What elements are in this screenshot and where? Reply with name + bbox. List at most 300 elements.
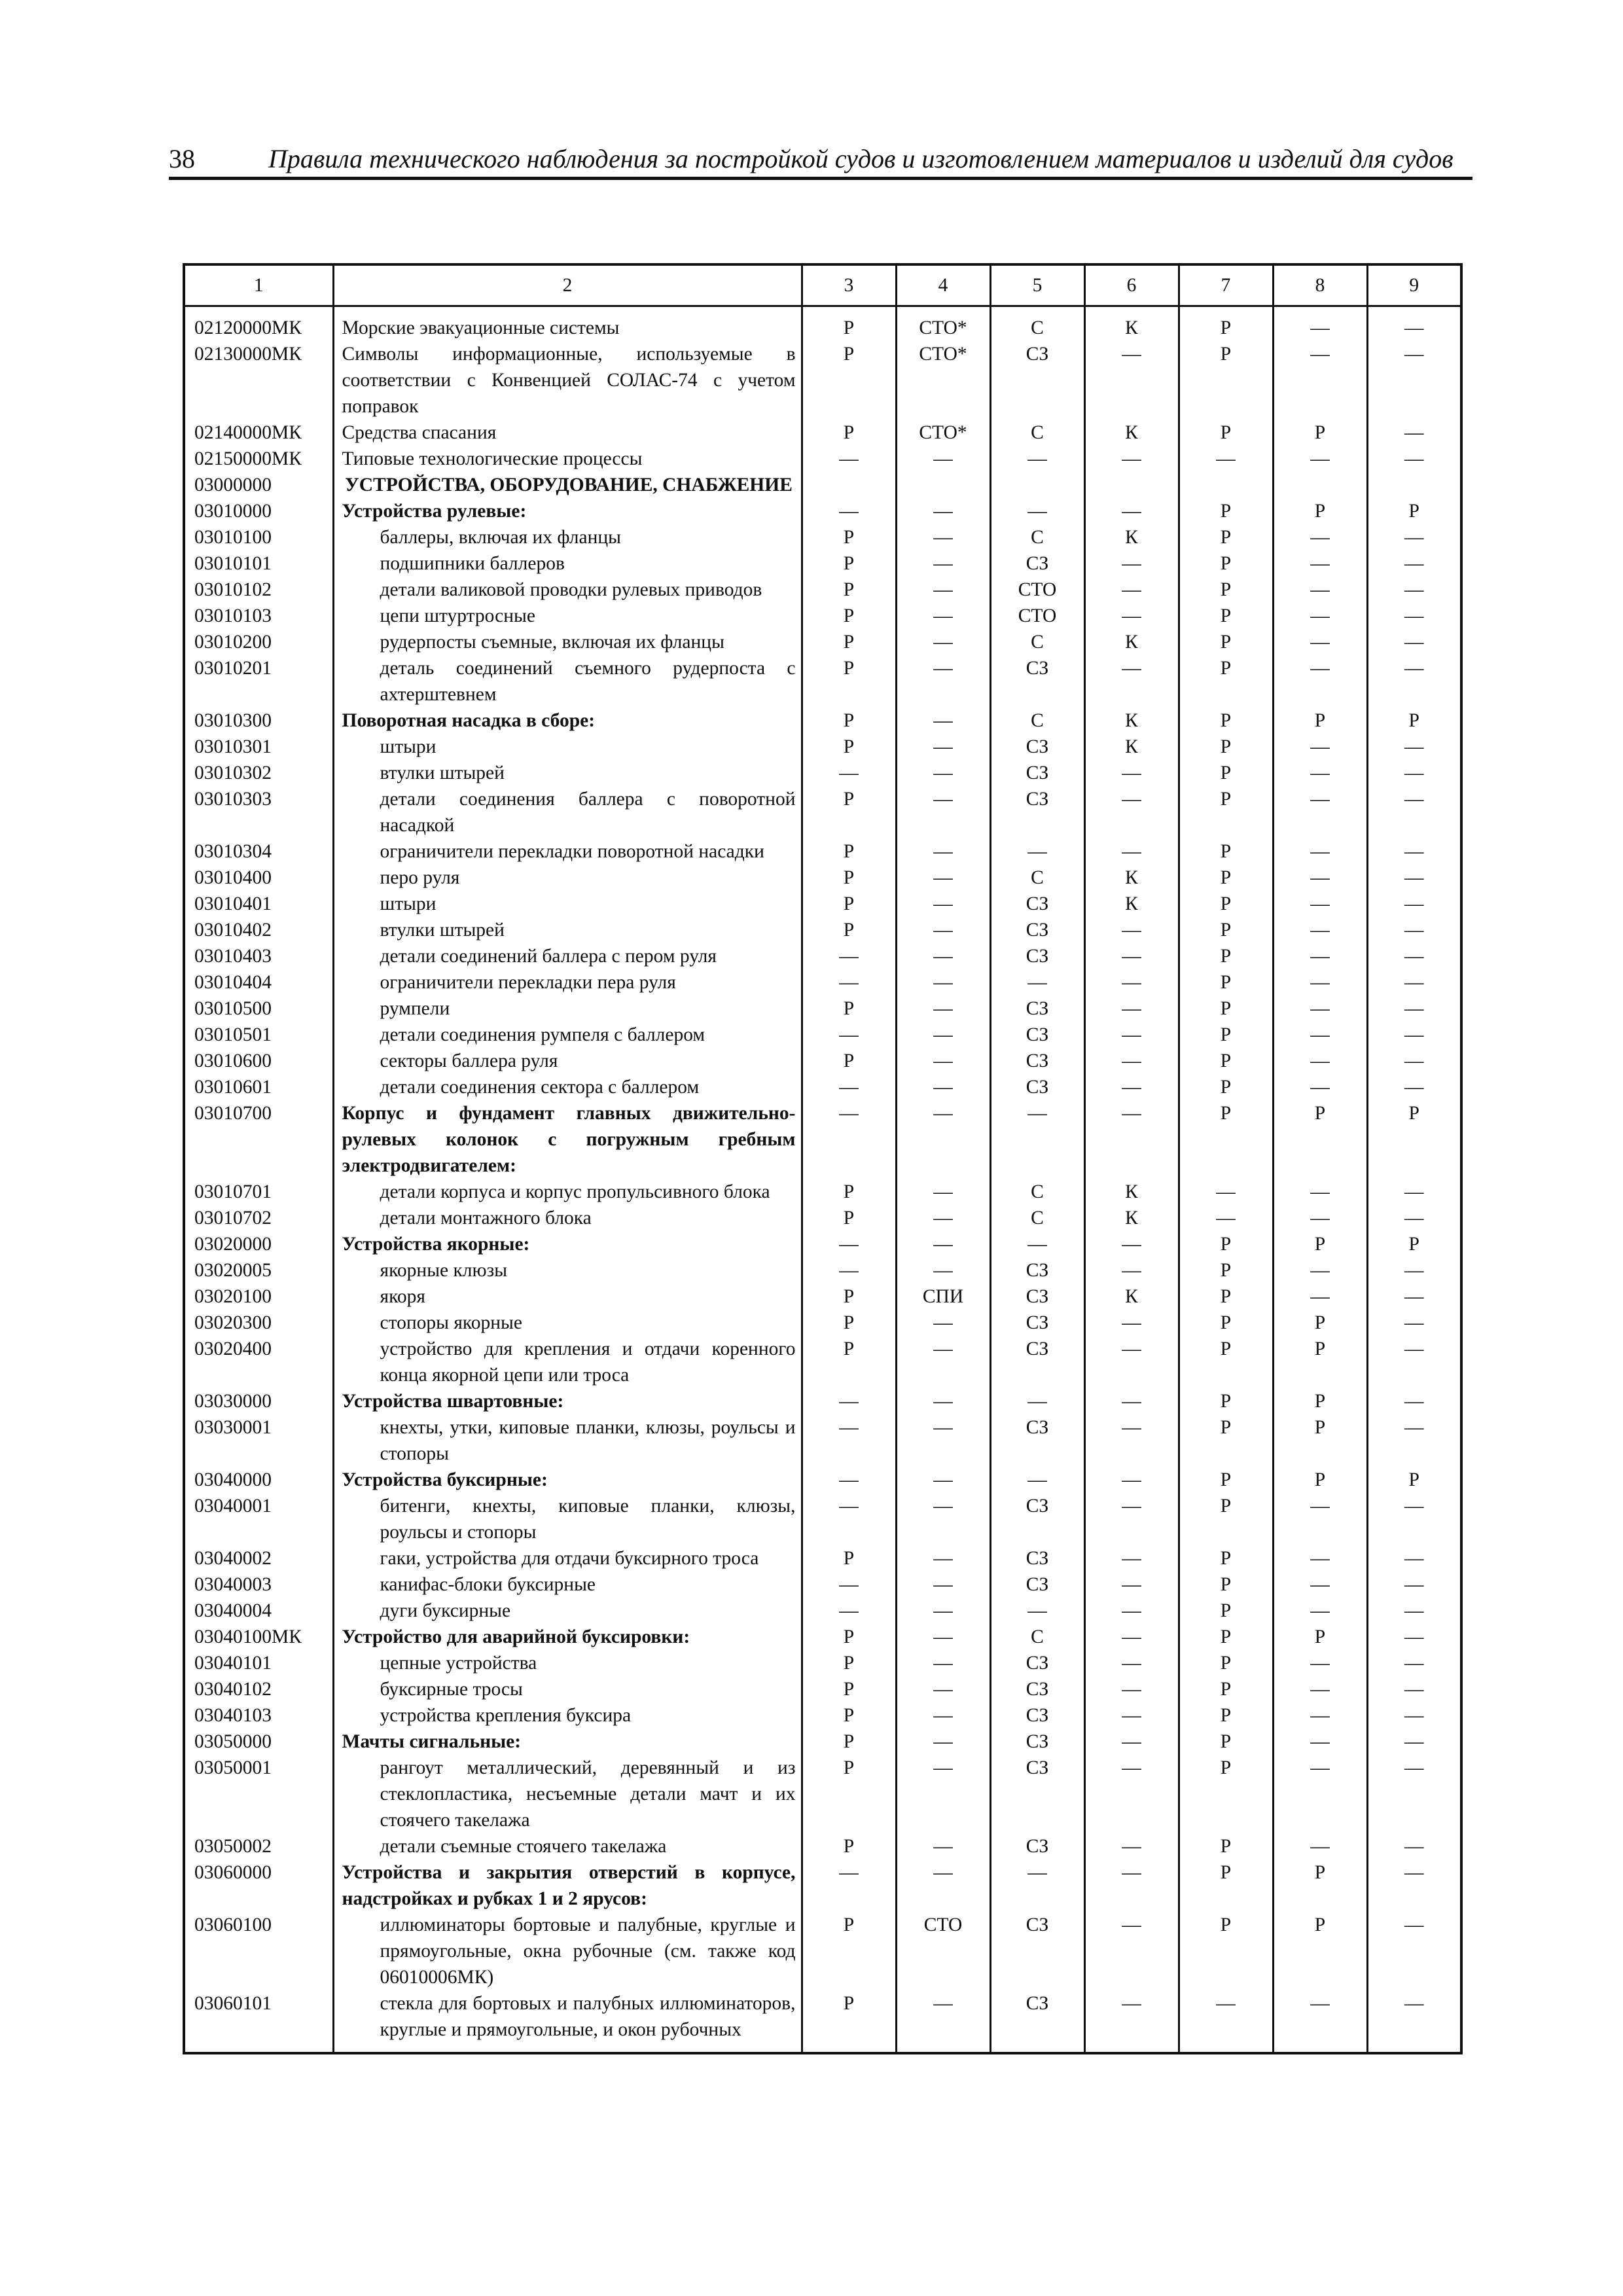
col-9-value: —: [1367, 1074, 1461, 1100]
col-5-value: СЗ: [990, 1414, 1084, 1467]
col-3-value: Р: [802, 891, 896, 917]
item-name-text: втулки штырей: [380, 920, 505, 941]
item-code: 03010403: [184, 943, 333, 969]
col-8-value: —: [1273, 1074, 1367, 1100]
item-name-text: Средства спасания: [342, 422, 497, 443]
item-name: [333, 838, 802, 865]
col-6-value: —: [1084, 498, 1179, 524]
col-8-value: —: [1273, 1048, 1367, 1074]
col-6-value: —: [1084, 1990, 1179, 2053]
col-8-value: —: [1273, 760, 1367, 786]
col-6-value: —: [1084, 1388, 1179, 1414]
item-name-text: устройство для крепления и отдачи коренного конца якорной цепи или троса: [380, 1338, 796, 1386]
table-row: [184, 1179, 1461, 1205]
col-3-value: Р: [802, 1205, 896, 1231]
col-4-value: —: [896, 1179, 990, 1205]
item-name: [333, 1702, 802, 1729]
col-6-value: —: [1084, 1414, 1179, 1467]
item-code: 03010102: [184, 577, 333, 603]
col-8-value: Р: [1273, 1912, 1367, 1990]
item-name: [333, 760, 802, 786]
table-row: [184, 1310, 1461, 1336]
col-9-value: —: [1367, 996, 1461, 1022]
col-9-value: —: [1367, 1859, 1461, 1912]
item-name: [333, 1571, 802, 1598]
col-9-value: —: [1367, 603, 1461, 629]
item-name-text: канифас-блоки буксирные: [380, 1574, 596, 1595]
item-name-text: детали монтажного блока: [380, 1208, 592, 1229]
column-header: 5: [990, 264, 1084, 306]
col-3-value: Р: [802, 577, 896, 603]
item-name: [333, 969, 802, 996]
col-4-value: —: [896, 655, 990, 708]
col-4-value: —: [896, 629, 990, 655]
col-3-value: Р: [802, 1624, 896, 1650]
col-6-value: —: [1084, 1912, 1179, 1990]
col-5-value: —: [990, 1859, 1084, 1912]
table-row: [184, 1283, 1461, 1310]
table-row: [184, 1231, 1461, 1257]
item-name-text: якорные клюзы: [380, 1260, 508, 1281]
col-3-value: Р: [802, 603, 896, 629]
item-code: 03040002: [184, 1545, 333, 1571]
col-9-value: —: [1367, 1990, 1461, 2053]
item-name: [333, 1755, 802, 1833]
col-9-value: —: [1367, 1598, 1461, 1624]
item-code: 03040004: [184, 1598, 333, 1624]
item-code: 03010702: [184, 1205, 333, 1231]
col-7-value: Р: [1179, 629, 1273, 655]
col-3-value: Р: [802, 1729, 896, 1755]
col-8-value: Р: [1273, 1624, 1367, 1650]
col-5-value: С: [990, 420, 1084, 446]
group-heading: [333, 1729, 802, 1755]
col-8-value: —: [1273, 655, 1367, 708]
col-9-value: —: [1367, 1912, 1461, 1990]
col-6-value: —: [1084, 786, 1179, 838]
col-5-value: СЗ: [990, 1912, 1084, 1990]
col-8-value: —: [1273, 734, 1367, 760]
col-6-value: —: [1084, 1022, 1179, 1048]
col-6-value: —: [1084, 760, 1179, 786]
col-5-value: СЗ: [990, 943, 1084, 969]
col-4-value: —: [896, 708, 990, 734]
col-9-value: —: [1367, 1414, 1461, 1467]
col-6-value: —: [1084, 1624, 1179, 1650]
item-name-text: секторы баллера руля: [380, 1050, 558, 1071]
col-3-value: [802, 472, 896, 498]
item-code: 03050000: [184, 1729, 333, 1755]
item-name: [333, 524, 802, 550]
col-8-value: —: [1273, 1650, 1367, 1676]
table-row: [184, 943, 1461, 969]
item-code: 03010301: [184, 734, 333, 760]
item-name-text: румпели: [380, 998, 450, 1019]
col-4-value: —: [896, 838, 990, 865]
col-6-value: К: [1084, 629, 1179, 655]
col-4-value: —: [896, 1074, 990, 1100]
table-row: [184, 708, 1461, 734]
col-8-value: Р: [1273, 708, 1367, 734]
item-name: [333, 1257, 802, 1283]
col-9-value: —: [1367, 1833, 1461, 1859]
table-row: [184, 341, 1461, 420]
col-3-value: Р: [802, 1179, 896, 1205]
col-7-value: Р: [1179, 1231, 1273, 1257]
col-7-value: Р: [1179, 1414, 1273, 1467]
col-3-value: Р: [802, 1912, 896, 1990]
col-8-value: —: [1273, 1493, 1367, 1545]
table-row: [184, 306, 1461, 342]
item-code: 03010402: [184, 917, 333, 943]
col-4-value: —: [896, 1990, 990, 2053]
item-name-text: Устройства якорные:: [342, 1234, 530, 1255]
col-6-value: —: [1084, 577, 1179, 603]
col-4-value: —: [896, 1310, 990, 1336]
col-9-value: —: [1367, 1545, 1461, 1571]
col-7-value: Р: [1179, 1729, 1273, 1755]
col-8-value: Р: [1273, 1388, 1367, 1414]
col-8-value: —: [1273, 1205, 1367, 1231]
table-row: [184, 1074, 1461, 1100]
col-6-value: К: [1084, 708, 1179, 734]
item-name-text: Типовые технологические процессы: [342, 448, 643, 469]
item-code: 03050002: [184, 1833, 333, 1859]
item-code: 03060100: [184, 1912, 333, 1990]
table-row: [184, 996, 1461, 1022]
col-4-value: —: [896, 1702, 990, 1729]
column-header: 7: [1179, 264, 1273, 306]
item-name-text: стопоры якорные: [380, 1312, 522, 1333]
col-5-value: СЗ: [990, 1702, 1084, 1729]
item-name-text: детали съемные стоячего такелажа: [380, 1836, 667, 1857]
col-7-value: Р: [1179, 524, 1273, 550]
item-name: [333, 1493, 802, 1545]
col-4-value: —: [896, 1571, 990, 1598]
col-6-value: К: [1084, 734, 1179, 760]
col-6-value: К: [1084, 1205, 1179, 1231]
col-3-value: —: [802, 1571, 896, 1598]
col-3-value: Р: [802, 838, 896, 865]
column-header: 9: [1367, 264, 1461, 306]
col-5-value: СЗ: [990, 1833, 1084, 1859]
item-name: [333, 996, 802, 1022]
item-code: 03020400: [184, 1336, 333, 1388]
col-4-value: —: [896, 524, 990, 550]
column-header: 4: [896, 264, 990, 306]
col-6-value: —: [1084, 1336, 1179, 1388]
col-6-value: —: [1084, 1571, 1179, 1598]
item-name-text: Устройства рулевые:: [342, 501, 527, 522]
col-4-value: —: [896, 603, 990, 629]
item-name-text: Устройства буксирные:: [342, 1469, 548, 1490]
item-name: [333, 1414, 802, 1467]
col-3-value: Р: [802, 996, 896, 1022]
col-9-value: —: [1367, 1755, 1461, 1833]
col-7-value: Р: [1179, 1388, 1273, 1414]
item-name: [333, 1048, 802, 1074]
col-6-value: —: [1084, 943, 1179, 969]
col-8-value: —: [1273, 577, 1367, 603]
col-4-value: —: [896, 1414, 990, 1467]
col-5-value: С: [990, 524, 1084, 550]
col-4-value: —: [896, 1257, 990, 1283]
col-7-value: Р: [1179, 550, 1273, 577]
col-7-value: Р: [1179, 306, 1273, 342]
col-4-value: —: [896, 1729, 990, 1755]
col-6-value: —: [1084, 1702, 1179, 1729]
item-name-text: перо руля: [380, 867, 460, 888]
item-name: [333, 306, 802, 342]
col-6-value: К: [1084, 1179, 1179, 1205]
col-4-value: —: [896, 1676, 990, 1702]
table-row: [184, 1990, 1461, 2053]
col-9-value: —: [1367, 760, 1461, 786]
item-code: 03040103: [184, 1702, 333, 1729]
col-7-value: Р: [1179, 1598, 1273, 1624]
col-8-value: —: [1273, 917, 1367, 943]
col-4-value: —: [896, 760, 990, 786]
col-8-value: —: [1273, 1702, 1367, 1729]
column-header: 8: [1273, 264, 1367, 306]
col-4-value: СПИ: [896, 1283, 990, 1310]
col-3-value: Р: [802, 1755, 896, 1833]
table-body: [184, 306, 1461, 2054]
col-5-value: —: [990, 1467, 1084, 1493]
col-7-value: Р: [1179, 603, 1273, 629]
col-7-value: Р: [1179, 1074, 1273, 1100]
col-9-value: Р: [1367, 498, 1461, 524]
col-8-value: —: [1273, 1598, 1367, 1624]
col-4-value: —: [896, 996, 990, 1022]
col-7-value: Р: [1179, 1022, 1273, 1048]
table-row: [184, 1571, 1461, 1598]
item-name-text: рудерпосты съемные, включая их фланцы: [380, 632, 724, 653]
table-row: [184, 1467, 1461, 1493]
col-7-value: [1179, 472, 1273, 498]
col-3-value: Р: [802, 734, 896, 760]
col-8-value: —: [1273, 1729, 1367, 1755]
col-4-value: —: [896, 498, 990, 524]
col-7-value: Р: [1179, 1702, 1273, 1729]
col-5-value: СЗ: [990, 891, 1084, 917]
item-name: [333, 1990, 802, 2053]
col-8-value: —: [1273, 1545, 1367, 1571]
table-row: [184, 524, 1461, 550]
col-9-value: —: [1367, 1493, 1461, 1545]
col-3-value: —: [802, 1493, 896, 1545]
col-6-value: —: [1084, 1729, 1179, 1755]
col-9-value: —: [1367, 1179, 1461, 1205]
table-row: [184, 838, 1461, 865]
col-7-value: Р: [1179, 917, 1273, 943]
col-7-value: Р: [1179, 498, 1273, 524]
col-8-value: —: [1273, 629, 1367, 655]
table-row: [184, 446, 1461, 472]
item-name-text: детали соединения румпеля с баллером: [380, 1024, 705, 1045]
col-5-value: СЗ: [990, 1571, 1084, 1598]
col-9-value: —: [1367, 1048, 1461, 1074]
col-5-value: СЗ: [990, 550, 1084, 577]
col-5-value: СТО: [990, 577, 1084, 603]
item-name: [333, 1676, 802, 1702]
col-4-value: —: [896, 1467, 990, 1493]
col-9-value: —: [1367, 577, 1461, 603]
col-9-value: —: [1367, 1650, 1461, 1676]
item-code: 03010200: [184, 629, 333, 655]
col-9-value: —: [1367, 1702, 1461, 1729]
col-8-value: —: [1273, 1022, 1367, 1048]
col-3-value: Р: [802, 865, 896, 891]
item-code: 03010401: [184, 891, 333, 917]
item-name: [333, 550, 802, 577]
item-name: [333, 1310, 802, 1336]
item-code: 03010000: [184, 498, 333, 524]
col-7-value: Р: [1179, 1833, 1273, 1859]
col-6-value: —: [1084, 917, 1179, 943]
item-name-text: стекла для бортовых и палубных иллюминаторов, круглые и прямоугольные, и окон рубочных: [380, 1993, 796, 2040]
col-5-value: СЗ: [990, 1493, 1084, 1545]
col-6-value: —: [1084, 1859, 1179, 1912]
col-3-value: Р: [802, 1650, 896, 1676]
col-9-value: —: [1367, 943, 1461, 969]
col-3-value: Р: [802, 306, 896, 342]
item-name-text: ограничители перекладки поворотной насадки: [380, 841, 764, 862]
col-5-value: СЗ: [990, 655, 1084, 708]
col-4-value: —: [896, 1598, 990, 1624]
item-name-text: цепи штуртросные: [380, 605, 535, 626]
col-7-value: Р: [1179, 1650, 1273, 1676]
col-3-value: Р: [802, 1048, 896, 1074]
group-heading: [333, 498, 802, 524]
col-3-value: —: [802, 1467, 896, 1493]
col-8-value: —: [1273, 603, 1367, 629]
col-7-value: Р: [1179, 1257, 1273, 1283]
col-9-value: —: [1367, 1022, 1461, 1048]
col-9-value: —: [1367, 891, 1461, 917]
item-code: 03010500: [184, 996, 333, 1022]
item-name: [333, 1074, 802, 1100]
col-9-value: —: [1367, 524, 1461, 550]
group-heading: [333, 708, 802, 734]
item-code: 03010103: [184, 603, 333, 629]
item-code: 03030000: [184, 1388, 333, 1414]
col-6-value: —: [1084, 446, 1179, 472]
item-name-text: дуги буксирные: [380, 1600, 511, 1621]
col-6-value: К: [1084, 1283, 1179, 1310]
col-6-value: —: [1084, 1676, 1179, 1702]
table-row: [184, 577, 1461, 603]
col-5-value: [990, 472, 1084, 498]
item-code: 03010201: [184, 655, 333, 708]
item-code: 03020005: [184, 1257, 333, 1283]
table-row: [184, 1414, 1461, 1467]
col-3-value: Р: [802, 786, 896, 838]
col-5-value: —: [990, 1598, 1084, 1624]
col-6-value: —: [1084, 655, 1179, 708]
col-9-value: —: [1367, 306, 1461, 342]
col-3-value: Р: [802, 1310, 896, 1336]
table-row: [184, 1755, 1461, 1833]
col-5-value: СЗ: [990, 1074, 1084, 1100]
table-row: [184, 1833, 1461, 1859]
col-8-value: —: [1273, 1676, 1367, 1702]
col-6-value: К: [1084, 865, 1179, 891]
item-code: 03040101: [184, 1650, 333, 1676]
col-8-value: —: [1273, 524, 1367, 550]
item-name-text: детали соединения баллера с поворотной насадкой: [380, 789, 796, 836]
table-row: [184, 1650, 1461, 1676]
col-7-value: Р: [1179, 1545, 1273, 1571]
col-9-value: —: [1367, 969, 1461, 996]
col-8-value: Р: [1273, 1336, 1367, 1388]
item-name-text: детали соединений баллера с пером руля: [380, 946, 717, 967]
col-5-value: СЗ: [990, 1257, 1084, 1283]
col-3-value: —: [802, 1022, 896, 1048]
col-6-value: —: [1084, 1074, 1179, 1100]
table-row: [184, 1859, 1461, 1912]
col-4-value: —: [896, 917, 990, 943]
item-code: 03010303: [184, 786, 333, 838]
item-name-text: Поворотная насадка в сборе:: [342, 710, 596, 731]
col-5-value: С: [990, 629, 1084, 655]
col-6-value: —: [1084, 603, 1179, 629]
col-9-value: —: [1367, 1571, 1461, 1598]
col-9-value: —: [1367, 1729, 1461, 1755]
col-9-value: Р: [1367, 1100, 1461, 1179]
table-row: [184, 786, 1461, 838]
running-title: Правила технического наблюдения за постройкой судов и изготовлением материалов и изделий для судов: [268, 144, 1454, 173]
item-name: [333, 577, 802, 603]
col-4-value: —: [896, 1545, 990, 1571]
col-3-value: —: [802, 1598, 896, 1624]
col-9-value: —: [1367, 420, 1461, 446]
col-4-value: —: [896, 865, 990, 891]
col-8-value: Р: [1273, 1310, 1367, 1336]
item-code: 03040100МК: [184, 1624, 333, 1650]
col-9-value: —: [1367, 838, 1461, 865]
col-7-value: Р: [1179, 838, 1273, 865]
item-name: [333, 1650, 802, 1676]
table-row: [184, 865, 1461, 891]
item-code: 03010700: [184, 1100, 333, 1179]
col-8-value: —: [1273, 996, 1367, 1022]
item-code: 03010600: [184, 1048, 333, 1074]
col-7-value: Р: [1179, 1912, 1273, 1990]
col-7-value: Р: [1179, 969, 1273, 996]
col-3-value: —: [802, 1257, 896, 1283]
item-code: 02140000МК: [184, 420, 333, 446]
col-7-value: Р: [1179, 1467, 1273, 1493]
table-row: [184, 655, 1461, 708]
col-4-value: СТО*: [896, 341, 990, 420]
col-4-value: [896, 472, 990, 498]
item-name: [333, 341, 802, 420]
col-9-value: —: [1367, 1257, 1461, 1283]
col-9-value: —: [1367, 1676, 1461, 1702]
column-header: 3: [802, 264, 896, 306]
col-4-value: —: [896, 969, 990, 996]
col-4-value: СТО: [896, 1912, 990, 1990]
col-3-value: —: [802, 1414, 896, 1467]
col-8-value: [1273, 472, 1367, 498]
col-6-value: —: [1084, 996, 1179, 1022]
col-4-value: —: [896, 446, 990, 472]
col-5-value: С: [990, 1179, 1084, 1205]
col-7-value: Р: [1179, 1100, 1273, 1179]
col-5-value: С: [990, 306, 1084, 342]
table-row: [184, 1388, 1461, 1414]
